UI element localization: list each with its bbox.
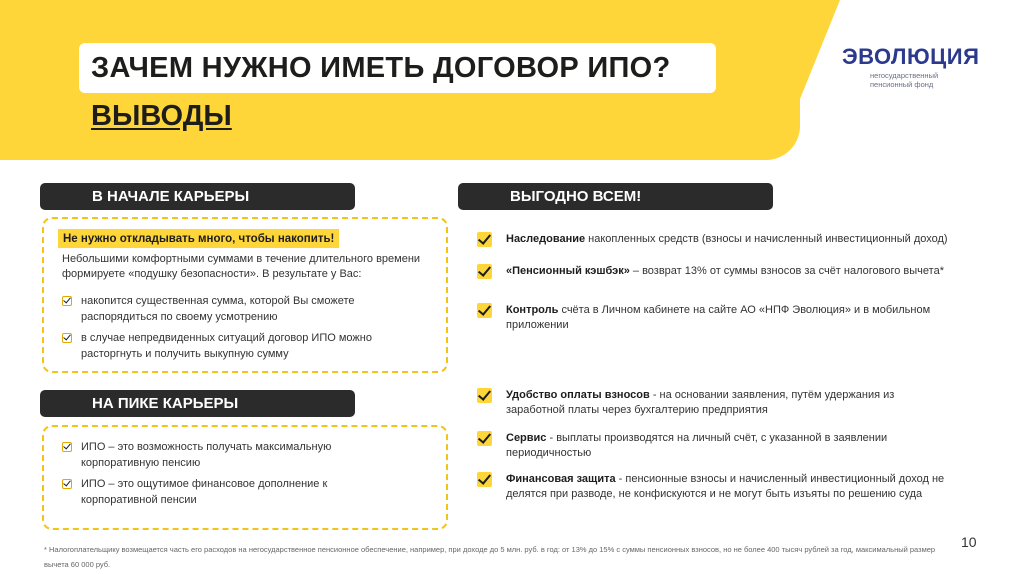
benefit-item-cashback: [477, 264, 977, 279]
benefit-6-text: - пенсионные взносы и начисленный инвестиционный доход не делятся при разводе, не конфискуются и не могут быть изъяты по решению суда: [506, 473, 945, 500]
benefit-5-bold: Сервис: [506, 432, 547, 444]
benefit-5-text: - выплаты производятся на личный счёт, с указанной в заявлении периодичностью: [506, 432, 888, 459]
start-bullet-1-text: накопится существенная сумма, которой Вы сможете распорядиться по своему усмотрению: [81, 295, 355, 323]
check-icon: [62, 442, 72, 452]
benefit-item-service: [477, 431, 907, 461]
logo-name: ЭВОЛЮЦИЯ: [842, 44, 980, 69]
check-icon: [62, 479, 72, 489]
section-header-start: В НАЧАЛЕ КАРЬЕРЫ: [40, 183, 355, 210]
benefit-4-text: - на основании заявления, путём удержания из заработной платы через бухгалтерию предприятия: [506, 389, 895, 416]
check-icon: [477, 303, 492, 318]
benefit-2-bold: «Пенсионный кэшбэк»: [506, 265, 630, 277]
check-icon: [477, 431, 492, 446]
benefit-2-text: – возврат 13% от суммы взносов за счёт налогового вычета*: [629, 265, 944, 277]
page-number: 10: [961, 534, 977, 550]
peak-bullet-1: [62, 439, 392, 471]
benefit-1-bold: Наследование: [506, 233, 586, 245]
peak-bullet-2: [62, 476, 392, 508]
logo-subtitle-2: пенсионный фонд: [870, 80, 934, 89]
peak-bullet-2-text: ИПО – это ощутимое финансовое дополнение к корпоративной пенсии: [81, 478, 328, 506]
benefit-1-text: накопленных средств (взносы и начисленный инвестиционный доход): [585, 233, 948, 245]
brand-logo: [842, 46, 992, 89]
start-bullet-1: [62, 293, 432, 325]
page-title: ЗАЧЕМ НУЖНО ИМЕТЬ ДОГОВОР ИПО?: [91, 51, 671, 84]
start-intro: Небольшими комфортными суммами в течение длительного времени формируете «подушку безопасности». В результате у Вас:: [62, 253, 421, 280]
start-bullet-2: [62, 330, 432, 362]
logo-subtitle-1: негосударственный: [870, 71, 939, 80]
benefit-item-control: [477, 303, 957, 333]
benefit-item-protection: [477, 472, 957, 502]
benefit-6-bold: Финансовая защита: [506, 473, 616, 485]
benefit-3-text: счёта в Личном кабинете на сайте АО «НПФ Эволюция» и в мобильном приложении: [506, 304, 931, 331]
benefit-item-payment: [477, 388, 907, 418]
benefit-item-inheritance: [477, 232, 977, 247]
check-icon: [477, 232, 492, 247]
check-icon: [477, 264, 492, 279]
start-bullet-2-text: в случае непредвиденных ситуаций договор ИПО можно расторгнуть и получить выкупную сумму: [81, 332, 372, 360]
start-highlight: Не нужно откладывать много, чтобы накопить!: [58, 229, 339, 248]
page-subtitle: ВЫВОДЫ: [91, 100, 232, 132]
peak-bullet-1-text: ИПО – это возможность получать максимальную корпоративную пенсию: [81, 441, 332, 469]
footnote: * Налогоплательщику возмещается часть его расходов на негосударственное пенсионное обеспечение, например, при доходе до 5 млн. руб. в год: от 13% до 15% с суммы пенсионных взносов, но не более 400 тысяч рублей за год, максимальный размер вычета 60 000 руб.: [44, 545, 936, 569]
check-icon: [62, 333, 72, 343]
title-box: [79, 43, 716, 93]
section-header-peak: НА ПИКЕ КАРЬЕРЫ: [40, 390, 355, 417]
benefit-3-bold: Контроль: [506, 304, 559, 316]
benefit-4-bold: Удобство оплаты взносов: [506, 389, 650, 401]
check-icon: [477, 388, 492, 403]
check-icon: [62, 296, 72, 306]
section-header-all: ВЫГОДНО ВСЕМ!: [458, 183, 773, 210]
check-icon: [477, 472, 492, 487]
